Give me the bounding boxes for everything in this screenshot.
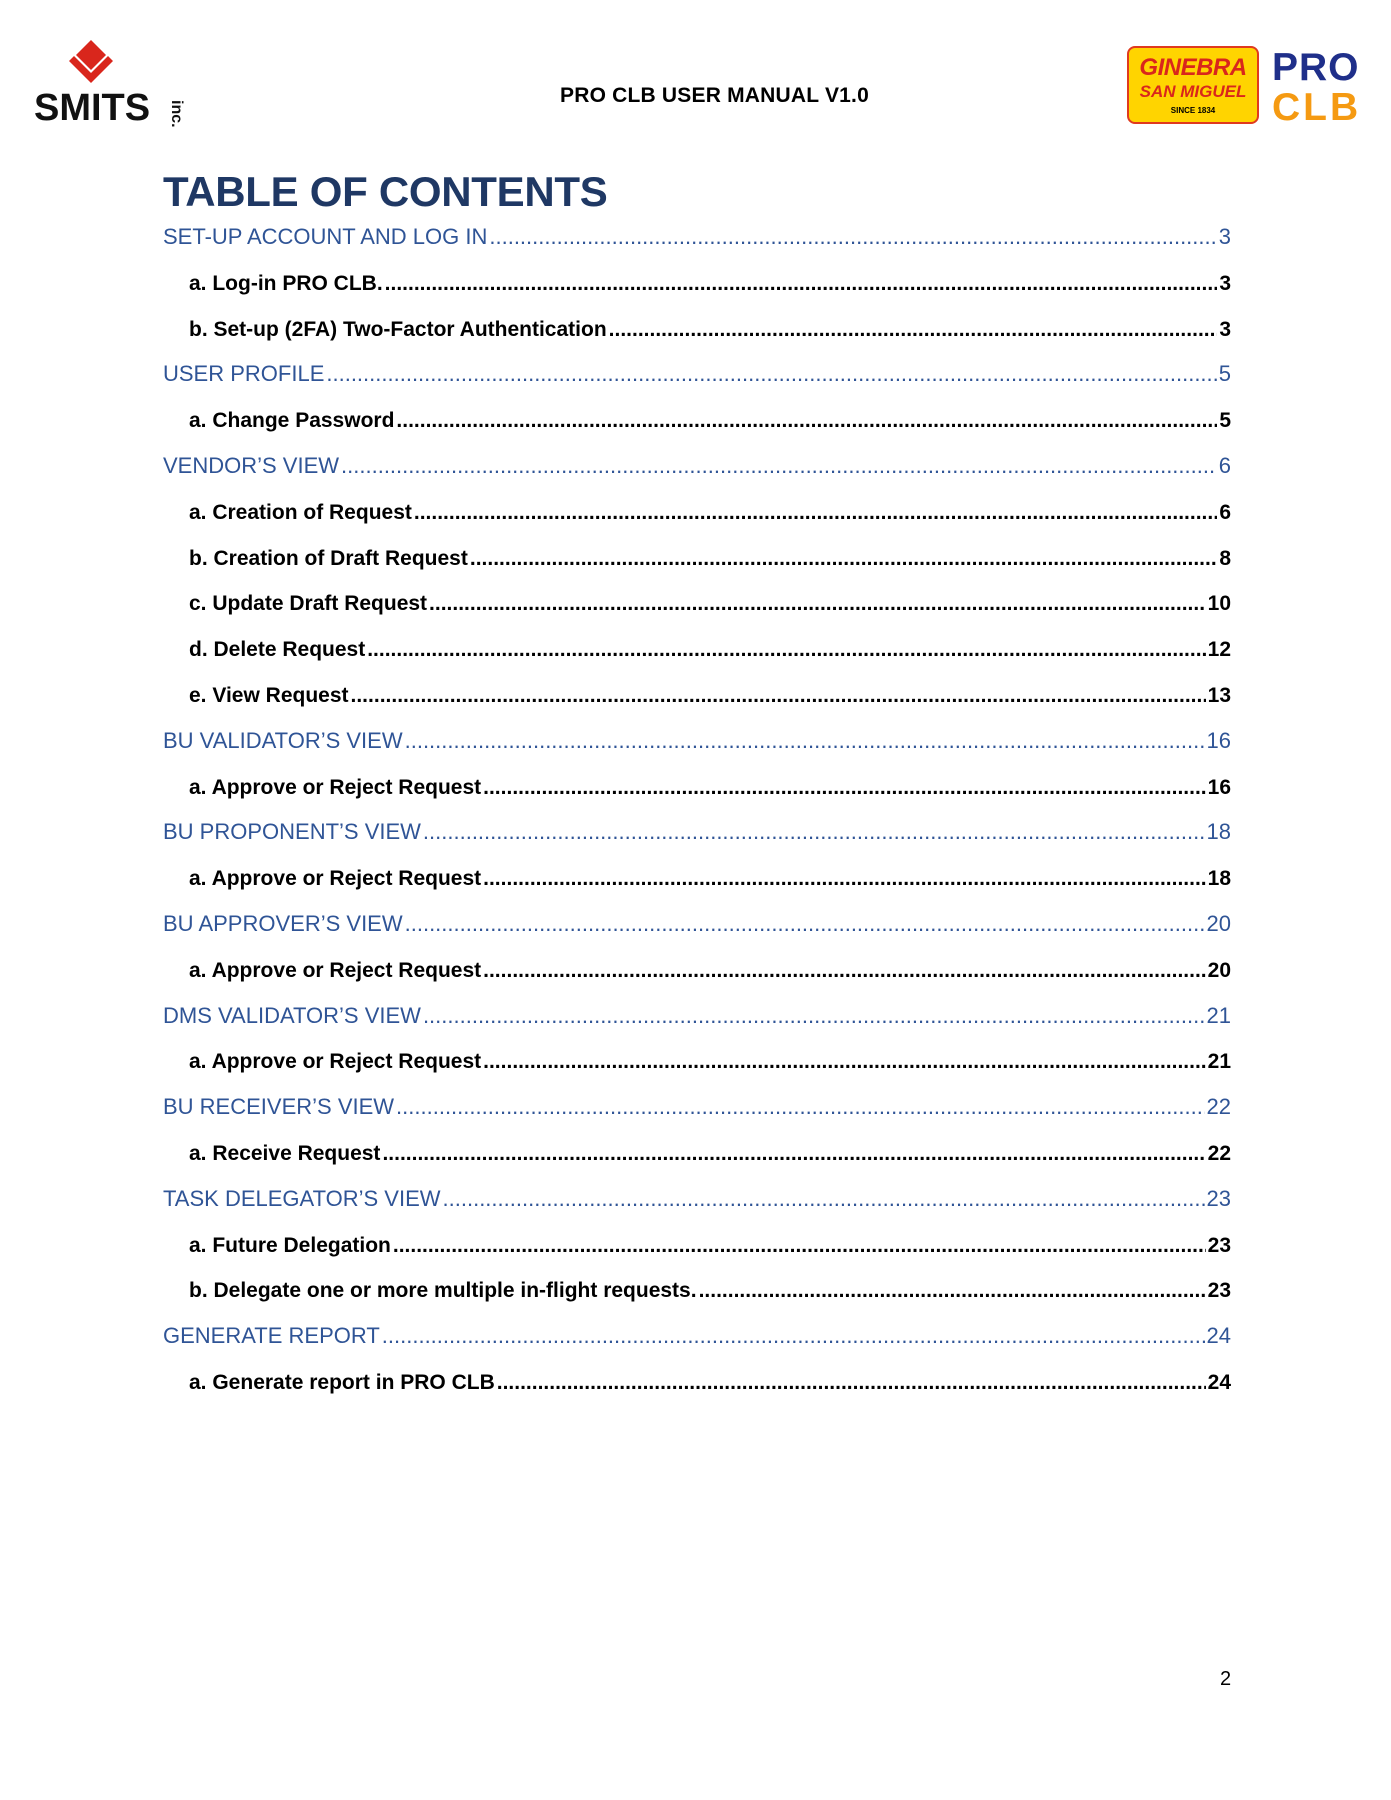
document-title: PRO CLB USER MANUAL V1.0: [560, 84, 869, 107]
toc-dot-leader: [405, 728, 1205, 754]
toc-dot-leader: [483, 1050, 1206, 1074]
toc-section-entry[interactable]: [163, 220, 1231, 250]
toc-entry-label: d. Delete Request: [189, 638, 366, 662]
toc-subsection-entry[interactable]: [163, 861, 1231, 891]
toc-subsection-entry[interactable]: [163, 586, 1231, 616]
toc-entry-label: b. Delegate one or more multiple in-flight requests.: [189, 1279, 697, 1303]
toc-subsection-entry[interactable]: [163, 312, 1231, 342]
toc-dot-leader: [405, 911, 1205, 937]
toc-entry-label: e. View Request: [189, 684, 349, 707]
toc-section-entry[interactable]: [163, 1182, 1231, 1212]
toc-subsection-entry[interactable]: [163, 1136, 1231, 1166]
toc-subsection-entry[interactable]: [163, 1273, 1231, 1303]
toc-entry-label: BU PROPONENT’S VIEW: [163, 819, 421, 845]
toc-entry-label: a. Approve or Reject Request: [189, 1050, 482, 1074]
toc-entry-page: 6: [1218, 453, 1231, 478]
toc-dot-leader: [429, 592, 1206, 616]
toc-dot-leader: [341, 453, 1217, 479]
page-header: [0, 0, 1391, 150]
toc-entry-page: 20: [1206, 911, 1231, 936]
toc-entry-label: c. Update Draft Request: [189, 592, 428, 616]
toc-entry-page: 24: [1206, 1323, 1231, 1349]
toc-entry-page: 5: [1218, 361, 1231, 387]
toc-dot-leader: [483, 867, 1206, 891]
toc-subsection-entry[interactable]: [163, 632, 1231, 662]
toc-entry-label: TASK DELEGATOR’S VIEW: [163, 1185, 441, 1211]
toc-entry-label: BU APPROVER’S VIEW: [163, 911, 403, 936]
toc-dot-leader: [382, 1323, 1205, 1349]
toc-dot-leader: [443, 1186, 1205, 1212]
toc-section-entry[interactable]: [163, 449, 1231, 479]
pro-clb-logo-line1: PRO: [1272, 46, 1360, 89]
toc-entry-label: a. Change Password: [189, 409, 395, 433]
toc-entry-label: b. Set-up (2FA) Two-Factor Authentication: [189, 317, 607, 341]
toc-section-entry[interactable]: [163, 907, 1231, 937]
smits-logo-text: SMITS: [34, 87, 151, 129]
toc-dot-leader: [385, 272, 1218, 296]
toc-dot-leader: [414, 501, 1217, 525]
toc-entry-page: 5: [1219, 409, 1231, 433]
ginebra-logo-line3: SINCE 1834: [1170, 106, 1216, 115]
toc-dot-leader: [367, 638, 1205, 662]
toc-entry-label: a. Approve or Reject Request: [189, 867, 482, 891]
toc-section-entry[interactable]: [163, 1090, 1231, 1120]
toc-subsection-entry[interactable]: [163, 678, 1231, 708]
toc-entry-page: 21: [1206, 1002, 1231, 1028]
toc-entry-page: 23: [1206, 1185, 1231, 1211]
ginebra-logo-line1: GINEBRA: [1139, 54, 1247, 81]
toc-subsection-entry[interactable]: [163, 953, 1231, 983]
toc-entry-page: 3: [1219, 317, 1231, 341]
toc-dot-leader: [396, 1094, 1204, 1120]
toc-entry-page: 23: [1207, 1233, 1231, 1257]
toc-entry-label: VENDOR’S VIEW: [163, 453, 340, 478]
toc-entry-label: a. Log-in PRO CLB.: [189, 271, 383, 295]
toc-subsection-entry[interactable]: [163, 1228, 1231, 1258]
toc-dot-leader: [423, 819, 1205, 845]
toc-dot-leader: [609, 318, 1218, 342]
toc-dot-leader: [351, 684, 1206, 708]
toc-entry-label: GENERATE REPORT: [163, 1323, 380, 1349]
toc-dot-leader: [382, 1142, 1205, 1166]
page-number: 2: [1220, 1668, 1232, 1690]
toc-subsection-entry[interactable]: [163, 1044, 1231, 1074]
toc-dot-leader: [326, 361, 1216, 387]
toc-entry-label: BU RECEIVER’S VIEW: [163, 1094, 395, 1120]
toc-dot-leader: [483, 959, 1206, 983]
toc-entry-page: 21: [1207, 1050, 1231, 1074]
toc-entry-label: a. Generate report in PRO CLB: [189, 1371, 495, 1394]
toc-dot-leader: [489, 224, 1216, 250]
smits-logo-suffix: inc.: [168, 100, 185, 128]
toc-entry-label: a. Receive Request: [189, 1142, 381, 1165]
toc-subsection-entry[interactable]: [163, 770, 1231, 800]
toc-section-entry[interactable]: [163, 724, 1231, 754]
toc-dot-leader: [497, 1371, 1206, 1395]
smits-diamond-icon: [69, 40, 113, 83]
toc-dot-leader: [393, 1234, 1206, 1258]
toc-section-entry[interactable]: [163, 1319, 1231, 1349]
toc-entry-page: 20: [1207, 958, 1231, 982]
toc-entry-label: a. Future Delegation: [189, 1233, 391, 1257]
toc-entry-label: DMS VALIDATOR’S VIEW: [163, 1002, 421, 1028]
toc-dot-leader: [483, 776, 1206, 800]
toc-subsection-entry[interactable]: [163, 266, 1231, 296]
ginebra-san-miguel-logo: [1127, 46, 1259, 124]
toc-entry-page: 10: [1207, 592, 1231, 616]
toc-section-entry[interactable]: [163, 815, 1231, 845]
toc-entry-label: BU VALIDATOR’S VIEW: [163, 727, 403, 753]
toc-section-entry[interactable]: [163, 999, 1231, 1029]
toc-entry-page: 22: [1207, 1142, 1231, 1165]
toc-entry-page: 13: [1207, 684, 1231, 707]
toc-entry-page: 18: [1206, 819, 1231, 845]
toc-dot-leader: [396, 409, 1217, 433]
pro-clb-logo: [1270, 46, 1362, 129]
toc-entry-label: a. Approve or Reject Request: [189, 958, 482, 982]
toc-entry-label: b. Creation of Draft Request: [189, 546, 468, 570]
toc-entry-label: SET-UP ACCOUNT AND LOG IN: [163, 224, 488, 249]
toc-entry-label: USER PROFILE: [163, 361, 325, 387]
toc-entry-page: 22: [1206, 1094, 1231, 1120]
toc-entry-page: 12: [1207, 638, 1231, 662]
toc-dot-leader: [470, 547, 1217, 571]
toc-section-entry[interactable]: [163, 357, 1231, 387]
toc-subsection-entry[interactable]: [163, 1365, 1231, 1395]
toc-entry-page: 24: [1207, 1371, 1231, 1394]
toc-entry-page: 3: [1218, 224, 1231, 249]
pro-clb-logo-line2: CLB: [1272, 86, 1362, 129]
ginebra-logo-line2: SAN MIGUEL: [1139, 82, 1247, 101]
toc-entry-page: 6: [1219, 500, 1231, 524]
toc-entry-page: 23: [1207, 1279, 1231, 1303]
toc-subsection-entry[interactable]: [163, 495, 1231, 525]
toc-entry-page: 18: [1207, 867, 1231, 891]
toc-dot-leader: [699, 1279, 1206, 1303]
toc-entry-label: a. Approve or Reject Request: [189, 775, 482, 799]
toc-entry-page: 3: [1219, 271, 1231, 295]
toc-entry-page: 16: [1207, 775, 1231, 799]
toc-subsection-entry[interactable]: [163, 403, 1231, 433]
toc-entry-page: 16: [1206, 727, 1231, 753]
toc-subsection-entry[interactable]: [163, 541, 1231, 571]
smits-logo: [34, 38, 204, 138]
toc-dot-leader: [423, 1003, 1205, 1029]
toc-entry-page: 8: [1219, 546, 1231, 570]
toc-heading: TABLE OF CONTENTS: [163, 168, 608, 215]
toc-entry-label: a. Creation of Request: [189, 500, 412, 524]
